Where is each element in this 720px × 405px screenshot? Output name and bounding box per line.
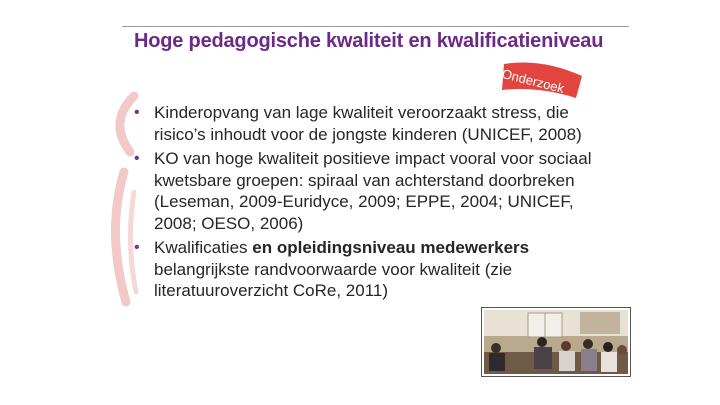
slide-title: Hoge pedagogische kwaliteit en kwalificatieniveau [134, 30, 604, 52]
bullet-marker: • [134, 104, 140, 121]
bullet-marker: • [134, 150, 140, 167]
classroom-photo [482, 308, 630, 376]
bullet-list [134, 102, 614, 305]
bullet-text-suffix: belangrijkste randvoorwaarde voor kwaliteit (zie literatuuroverzicht CoRe, 2011) [154, 259, 513, 300]
bullet-text: KO van hoge kwaliteit positieve impact vooral voor sociaal kwetsbare groepen: spiraal van achterstand doorbreken (Leseman, 2009-Euridyce, 2009; EPPE, 2004; UNICEF, 2008; OESO, 2006) [154, 149, 592, 233]
top-divider [122, 26, 629, 27]
badge-label: Onderzoek [500, 66, 566, 96]
bullet-marker: • [134, 239, 140, 256]
bullet-item [134, 148, 614, 234]
bullet-text-bold: en opleidingsniveau medewerkers [252, 238, 530, 257]
bullet-text-prefix: Kwalificaties [154, 238, 253, 257]
bullet-text: Kinderopvang van lage kwaliteit veroorzaakt stress, die risico’s inhoudt voor de jongste kinderen (UNICEF, 2008) [154, 103, 582, 144]
bullet-item [134, 237, 614, 302]
bullet-item [134, 102, 614, 145]
